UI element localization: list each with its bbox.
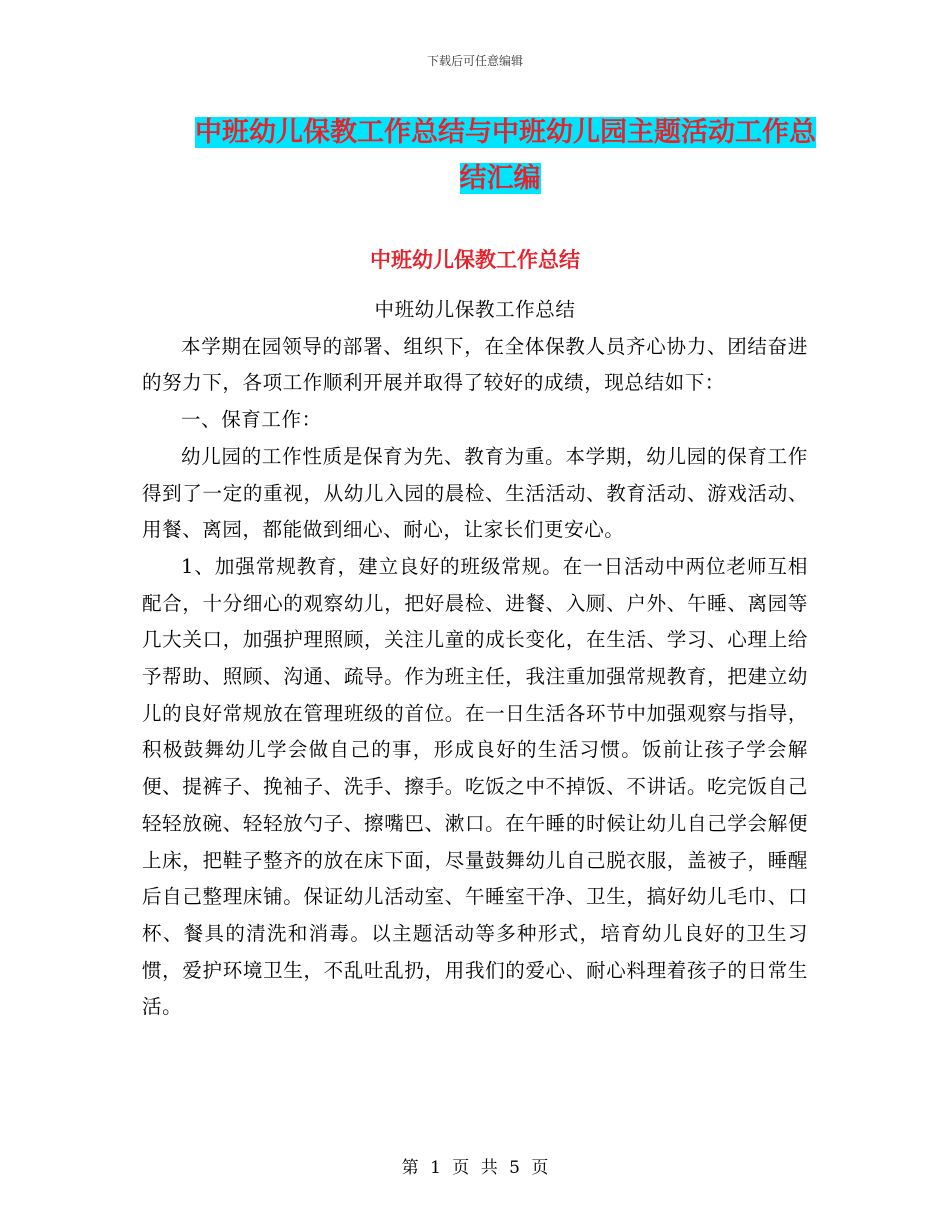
page-footer: 第 1 页 共 5 页	[401, 1158, 549, 1178]
paragraph-heading-care: 一、保育工作：	[181, 408, 322, 432]
document-title-line2: 结汇编	[459, 163, 541, 194]
header-note: 下载后可任意编辑	[426, 54, 523, 68]
paragraph-routine-education: 1、加强常规教育，建立良好的班级常规。在一日活动中两位老师互相配合，十分细心的观察幼儿，把好晨检、进餐、入厕、户外、午睡、离园等几大关口，加强护理照顾，关注儿童的成长变化，在生活、学习、心理上给予帮助、照顾、沟通、疏导。作为班主任，我注重加强常规教育，把建立幼儿的良好常规放在管理班级的首位。在一日生活各环节中加强观察与指导，积极鼓舞幼儿学会做自己的事，形成良好的生活习惯。饭前让孩子学会解便、提裤子、挽袖子、洗手、擦手。吃饭之中不掉饭、不讲话。吃完饭自己轻轻放碗、轻轻放勺子、擦嘴巴、漱口。在午睡的时候让幼儿自己学会解便上床，把鞋子整齐的放在床下面，尽量鼓舞幼儿自己脱衣服，盖被子，睡醒后自己整理床铺。保证幼儿活动室、午睡室干净、卫生，搞好幼儿毛巾、口杯、餐具的清洗和消毒。以主题活动等多种形式，培育幼儿良好的卫生习惯，爱护环境卫生，不乱吐乱扔，用我们的爱心、耐心料理着孩子的日常生活。	[142, 554, 808, 1019]
paragraph-care-nature: 幼儿园的工作性质是保育为先、教育为重。本学期，幼儿园的保育工作得到了一定的重视，从幼儿入园的晨检、生活活动、教育活动、游戏活动、用餐、离园，都能做到细心、耐心，让家长们更安心。	[142, 444, 808, 542]
document-body	[142, 292, 808, 1026]
document-title	[195, 110, 816, 202]
subtitle: 中班幼儿保教工作总结	[374, 298, 576, 321]
document-title-line1: 中班幼儿保教工作总结与中班幼儿园主题活动工作总	[195, 117, 816, 148]
paragraph-intro: 本学期在园领导的部署、组织下，在全体保教人员齐心协力、团结奋进的努力下，各项工作顺利开展并取得了较好的成绩，现总结如下：	[142, 334, 808, 395]
section-title: 中班幼儿保教工作总结	[370, 248, 580, 272]
